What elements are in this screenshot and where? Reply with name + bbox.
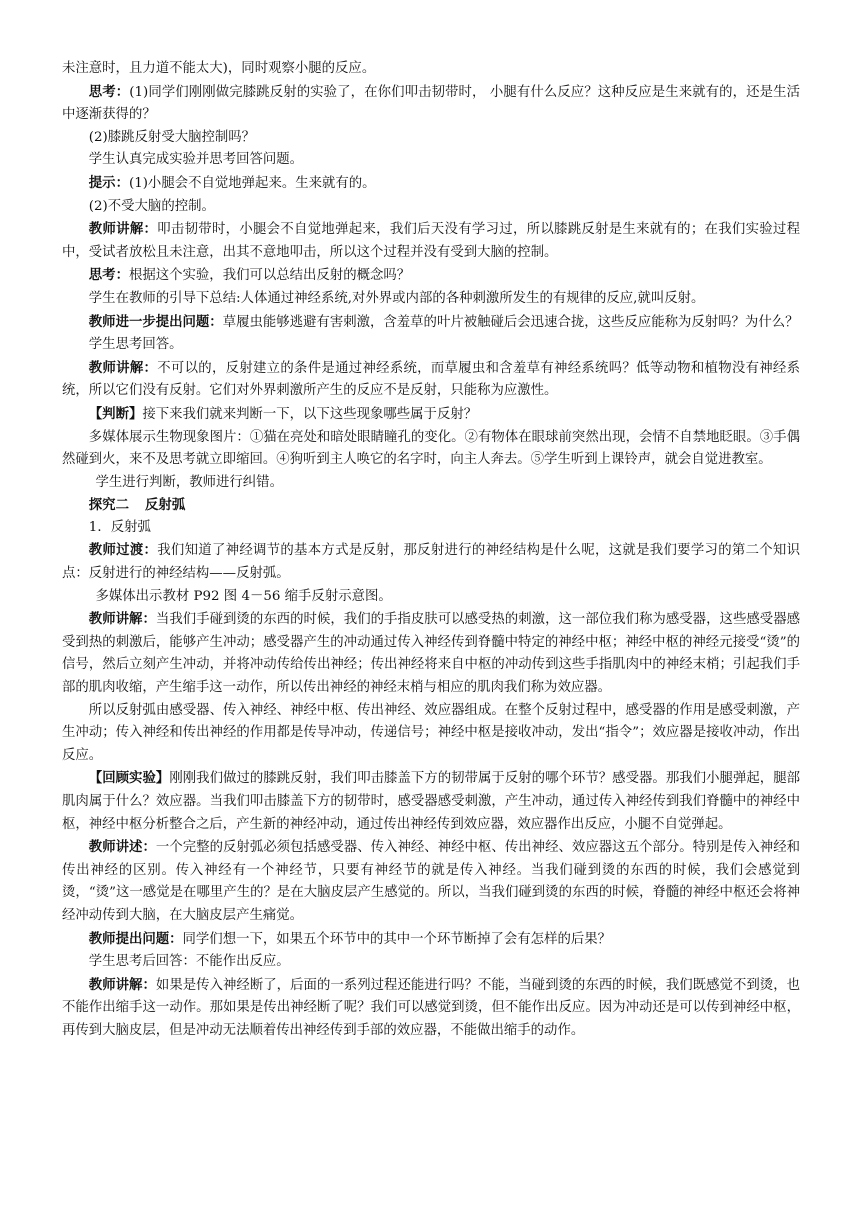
paragraph-text: 一个完整的反射弧必须包括感受器、传入神经、神经中枢、传出神经、效应器这五个部分。特别是传入神经和传出神经的区别。传入神经有一个神经节，只要有神经节的就是传入神经。当我们碰到烫的东西的时候，我们会感觉到烫，“烫”这一感觉是在哪里产生的？是在大脑皮层产生感觉的。所以，当我们碰到烫的东西的时候，脊髓的神经中枢还会将神经冲动传到大脑，在大脑皮层产生痛觉。	[62, 840, 801, 923]
paragraph-text: 我们知道了神经调节的基本方式是反射，那反射进行的神经结构是什么呢，这就是我们要学习的第二个知识点：反射进行的神经结构——反射弧。	[62, 543, 801, 582]
paragraph-text: 多媒体展示生物现象图片：①猫在亮处和暗处眼睛瞳孔的变化。②有物体在眼球前突然出现，会情不自禁地眨眼。③手偶然碰到火，来不及思考就立即缩回。④狗听到主人唤它的名字时，向主人奔去。⑤学生听到上课铃声，就会自觉进教室。	[62, 429, 800, 468]
paragraph-lead: 教师讲解：	[88, 976, 156, 993]
paragraph-text: 叩击韧带时，小腿会不自觉地弹起来，我们后天没有学习过，所以膝跳反射是生来就有的；在我们实验过程中，受试者放松且未注意，出其不意地叩击，所以这个过程并没有受到大脑的控制。	[62, 222, 801, 260]
paragraph-lead: 思考：	[88, 83, 130, 100]
paragraph	[62, 172, 800, 196]
paragraph-text: 学生在教师的引导下总结:人体通过神经系统,对外界或内部的各种刺激所发生的有规律的反应,就叫反射。	[88, 290, 705, 306]
paragraph	[62, 700, 800, 768]
paragraph-text: 学生进行判断，教师进行纠错。	[95, 474, 283, 490]
paragraph	[62, 334, 800, 357]
paragraph	[62, 608, 800, 699]
paragraph	[62, 149, 800, 172]
paragraph-text: 所以反射弧由感受器、传入神经、神经中枢、传出神经、效应器组成。在整个反射过程中，感受器的作用是感受刺激，产生冲动；传入神经和传出神经的作用都是传导冲动，传递信号；神经中枢是接收冲动，发出“指令”；效应器是接收冲动，作出反应。	[62, 702, 800, 763]
paragraph-text: (1)小腿会不自觉地弹起来。生来就有的。	[128, 175, 376, 191]
paragraph	[62, 81, 800, 127]
paragraph-lead: 教师进一步提出问题：	[88, 313, 223, 330]
paragraph	[62, 586, 800, 609]
paragraph-text: 如果是传入神经断了，后面的一系列过程还能进行吗？不能，当碰到烫的东西的时候，我们既感觉不到烫，也不能作出缩手这一动作。那如果是传出神经断了呢？我们可以感觉到烫，但不能作出反应。因为冲动还是可以传到神经中枢，再传到大脑皮层，但是冲动无法顺着传出神经传到手部的效应器，不能做出缩手的动作。	[62, 977, 801, 1038]
paragraph-text: 同学们想一下，如果五个环节中的其中一个环节断掉了会有怎样的后果？	[182, 931, 612, 947]
paragraph	[62, 196, 800, 219]
paragraph-lead: 【回顾实验】	[88, 770, 170, 787]
paragraph	[62, 472, 800, 495]
paragraph-lead: 教师提出问题：	[88, 930, 183, 947]
paragraph-lead: 提示：	[88, 174, 129, 191]
section-heading-number: 探究二	[88, 497, 129, 514]
paragraph-text: (2)不受大脑的控制。	[88, 198, 215, 214]
paragraph-text: 未注意时，且力道不能太大)，同时观察小腿的反应。	[62, 61, 376, 76]
paragraph-text: 多媒体出示教材 P92 图 4－56 缩手反射示意图。	[95, 588, 392, 604]
paragraph	[62, 127, 800, 150]
paragraph-text: 不可以的，反射建立的条件是通过神经系统，而草履虫和含羞草有神经系统吗？低等动物和植物没有神经系统，所以它们没有反射。它们对外界刺激所产生的反应不是反射，只能称为应激性。	[62, 360, 801, 399]
paragraph	[62, 264, 800, 288]
paragraph-text: 1．反射弧	[88, 519, 151, 535]
paragraph-lead: 思考：	[88, 267, 129, 284]
section-heading	[62, 494, 800, 517]
paragraph-lead: 教师讲解：	[88, 221, 158, 238]
paragraph-text: 刚刚我们做过的膝跳反射，我们叩击膝盖下方的韧带属于反射的哪个环节？感受器。那我们小腿弹起，腿部肌肉属于什么？效应器。当我们叩击膝盖下方的韧带时，感受器感受刺激，产生冲动，通过传入神经传到我们脊髓中的神经中枢，神经中枢分析整合之后，产生新的神经冲动，通过传出神经传到效应器，效应器作出反应，小腿不自觉弹起。	[62, 771, 801, 832]
paragraph	[62, 951, 800, 974]
paragraph-text: 学生思考后回答：不能作出反应。	[88, 954, 290, 970]
paragraph-text: 草履虫能够逃避有害刺激，含羞草的叶片被触碰后会迅速合拢，这些反应能称为反射吗？为什么？	[222, 314, 799, 330]
paragraph	[62, 836, 800, 927]
section-heading-title: 反射弧	[145, 497, 186, 514]
document-page	[62, 58, 800, 1043]
paragraph	[62, 974, 800, 1043]
paragraph-lead: 教师过渡：	[88, 542, 158, 559]
paragraph	[62, 58, 800, 81]
paragraph-lead: 教师讲述：	[88, 839, 156, 856]
paragraph	[62, 539, 800, 585]
paragraph	[62, 928, 800, 952]
paragraph	[62, 218, 800, 264]
paragraph-text: 学生认真完成实验并思考回答问题。	[88, 152, 304, 168]
paragraph-text: 根据这个实验，我们可以总结出反射的概念吗？	[128, 268, 411, 284]
paragraph-lead: 教师讲解：	[88, 611, 156, 628]
paragraph-text: 学生思考回答。	[88, 337, 183, 353]
paragraph	[62, 767, 800, 836]
paragraph-text: (2)膝跳反射受大脑控制吗？	[88, 129, 256, 145]
paragraph-lead: 【判断】	[88, 405, 143, 422]
subsection-heading	[62, 517, 800, 540]
paragraph	[62, 357, 800, 403]
paragraph	[62, 403, 800, 427]
paragraph	[62, 311, 800, 335]
paragraph	[62, 288, 800, 311]
paragraph-text: 当我们手碰到烫的东西的时候，我们的手指皮肤可以感受热的刺激，这一部位我们称为感受器，这些感受器感受到热的刺激后，能够产生冲动；感受器产生的冲动通过传入神经传到脊髓中特定的神经中枢；神经中枢的神经元接受“烫”的信号，然后立刻产生冲动，并将冲动传给传出神经；传出神经将来自中枢的冲动传到这些手指肌肉中的神经末梢；引起我们手部的肌肉收缩，产生缩手这一动作，所以传出神经的神经末梢与相应的肌肉我们称为效应器。	[62, 612, 801, 696]
paragraph-text: 接下来我们就来判断一下，以下这些现象哪些属于反射？	[142, 406, 478, 422]
paragraph-lead: 教师讲解：	[88, 359, 158, 376]
paragraph	[62, 427, 800, 472]
paragraph-text: (1)同学们刚刚做完膝跳反射的实验了，在你们叩击韧带时， 小腿有什么反应？这种反应是生来就有的，还是生活中逐渐获得的？	[62, 84, 800, 123]
